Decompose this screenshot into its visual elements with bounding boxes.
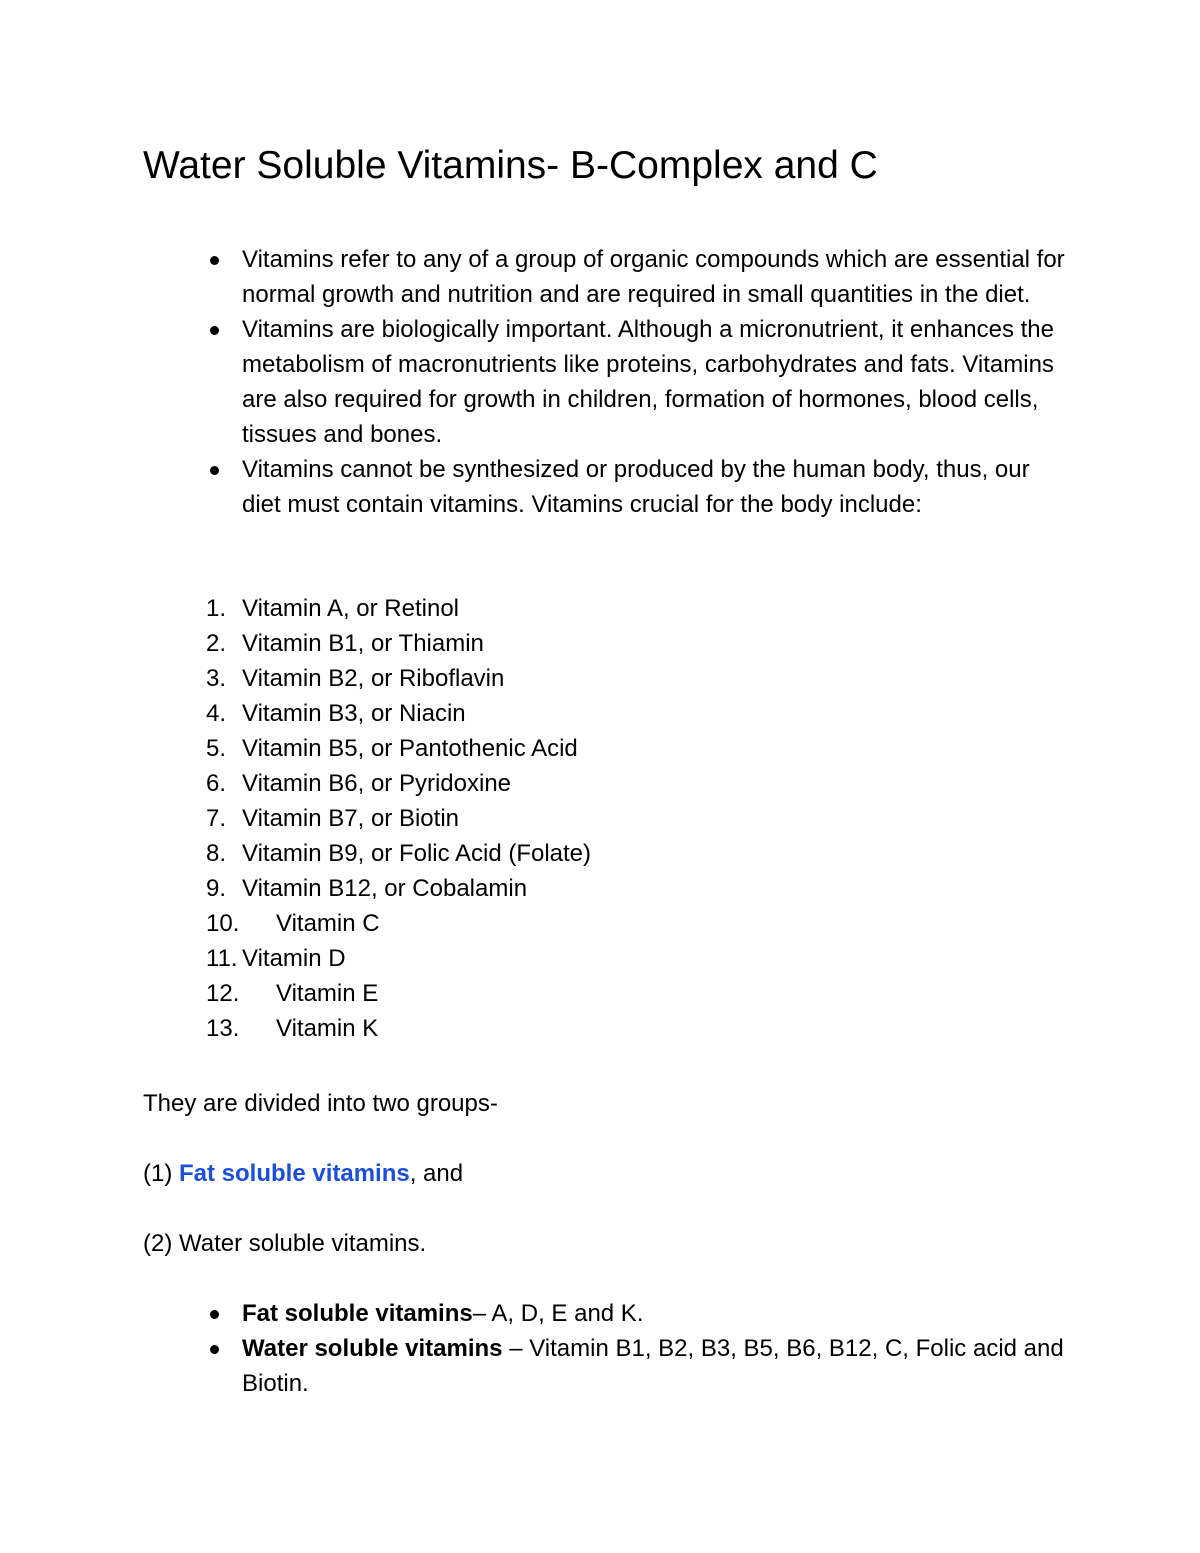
item-number: 4. xyxy=(206,700,227,727)
groups-intro-paragraph: They are divided into two groups- xyxy=(143,1090,498,1117)
item-number: 11. xyxy=(206,945,238,972)
list-item xyxy=(206,1296,1066,1331)
item-number: 6. xyxy=(206,770,227,797)
item-number: 12. xyxy=(206,980,240,1007)
summary-label: Water soluble vitamins xyxy=(242,1335,510,1362)
group-one-prefix: (1) xyxy=(143,1160,179,1187)
item-text: Vitamin E xyxy=(276,980,379,1007)
intro-bullet-list xyxy=(206,242,1066,522)
item-number: 5. xyxy=(206,735,227,762)
item-number: 10. xyxy=(206,910,240,937)
list-item xyxy=(206,242,1066,312)
fat-soluble-vitamins-link[interactable]: Fat soluble vitamins xyxy=(179,1160,410,1187)
group-two-paragraph: (2) Water soluble vitamins. xyxy=(143,1230,427,1257)
item-text: Vitamin B12, or Cobalamin xyxy=(242,875,528,902)
item-number: 3. xyxy=(206,665,227,692)
summary-text: – Vitamin B1, B2, B3, B5, B6, B12, C, Folic acid and Biotin. xyxy=(242,1335,1064,1397)
item-text: Vitamin B3, or Niacin xyxy=(242,700,466,727)
list-item xyxy=(206,452,1066,522)
item-text: Vitamin B2, or Riboflavin xyxy=(242,665,505,692)
group-one-suffix: , and xyxy=(409,1160,464,1187)
list-item xyxy=(206,1331,1066,1401)
item-number: 1. xyxy=(206,595,227,622)
item-number: 8. xyxy=(206,840,227,867)
item-text: Vitamin K xyxy=(276,1015,379,1042)
item-text: Vitamin C xyxy=(276,910,380,937)
bullet-icon xyxy=(210,1345,219,1354)
summary-bullet-list xyxy=(206,1296,1066,1401)
item-number: 13. xyxy=(206,1015,240,1042)
item-number: 2. xyxy=(206,630,227,657)
summary-text: – A, D, E and K. xyxy=(472,1300,644,1327)
bullet-icon xyxy=(210,326,219,335)
item-text: Vitamin B7, or Biotin xyxy=(242,805,459,832)
bullet-icon xyxy=(210,466,219,475)
item-text: Vitamin B9, or Folic Acid (Folate) xyxy=(242,840,592,867)
page-title: Water Soluble Vitamins- B-Complex and C xyxy=(143,144,878,187)
item-text: Vitamin B6, or Pyridoxine xyxy=(242,770,512,797)
item-number: 7. xyxy=(206,805,227,832)
bullet-text: Vitamins are biologically important. Although a micronutrient, it enhances the metabolism of macronutrients like proteins, carbohydrates and fats. Vitamins are also required for growth in children, formation of hormones, blood cells, tissues and bones. xyxy=(242,316,1055,448)
item-text: Vitamin B1, or Thiamin xyxy=(242,630,484,657)
bullet-icon xyxy=(210,256,219,265)
group-one-paragraph xyxy=(143,1156,463,1191)
list-item xyxy=(206,312,1066,452)
bullet-icon xyxy=(210,1310,219,1319)
bullet-text: Vitamins cannot be synthesized or produced by the human body, thus, our diet must contain vitamins. Vitamins crucial for the body include: xyxy=(242,456,1030,518)
item-text: Vitamin D xyxy=(242,945,346,972)
summary-label: Fat soluble vitamins xyxy=(242,1300,473,1327)
item-text: Vitamin A, or Retinol xyxy=(242,595,459,622)
bullet-text: Vitamins refer to any of a group of organic compounds which are essential for normal growth and nutrition and are required in small quantities in the diet. xyxy=(242,246,1065,308)
item-text: Vitamin B5, or Pantothenic Acid xyxy=(242,735,578,762)
item-number: 9. xyxy=(206,875,227,902)
